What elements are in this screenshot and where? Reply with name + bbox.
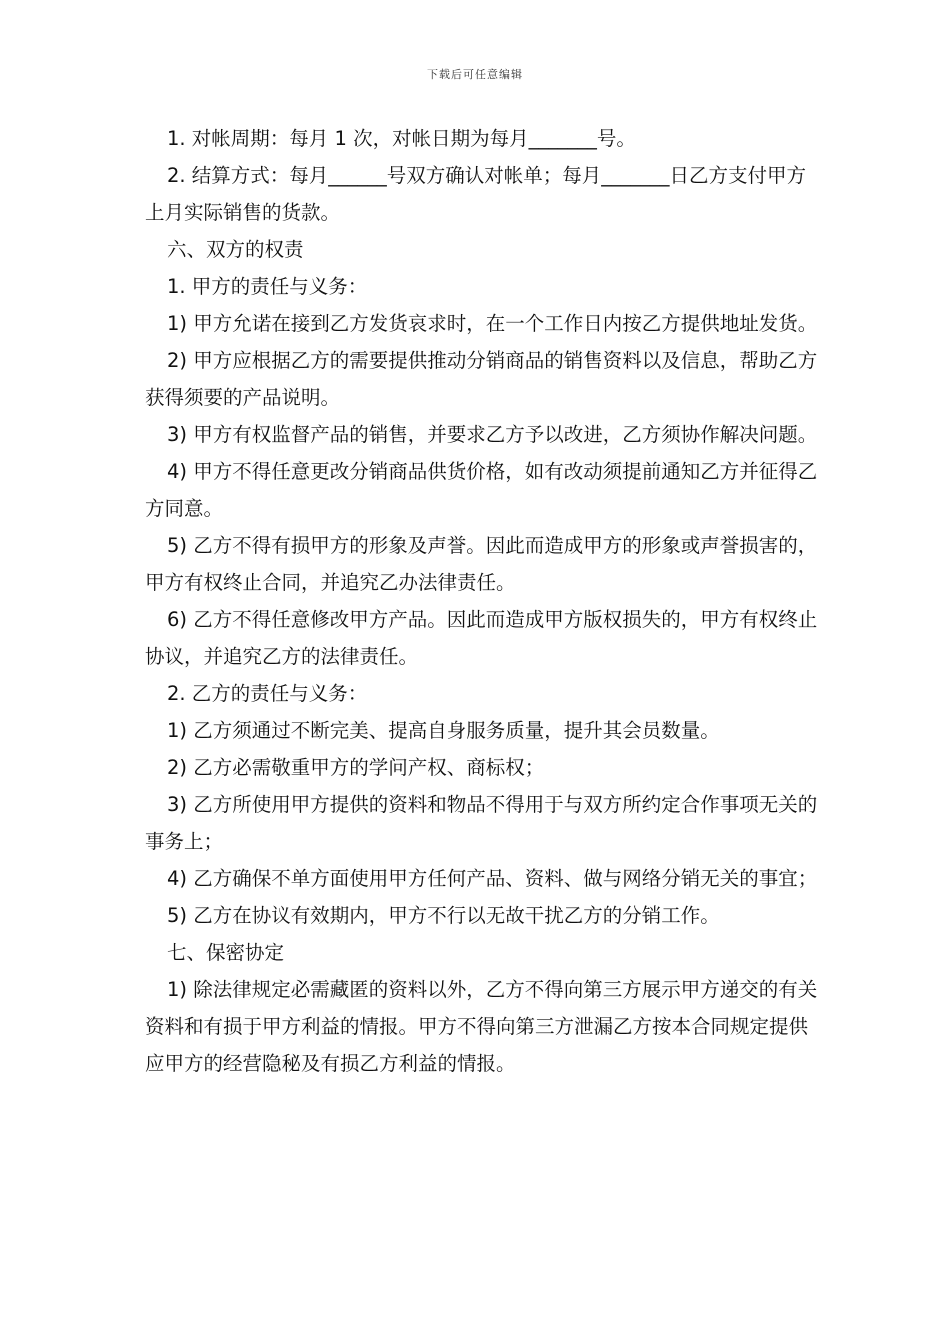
paragraph-a-4: 4) 甲方不得任意更改分销商品供货价格，如有改动须提前通知乙方并征得乙方同意。 xyxy=(145,460,818,520)
page-header: 下载后可任意编辑 xyxy=(427,68,523,81)
paragraph-a-6: 6) 乙方不得任意修改甲方产品。因此而造成甲方版权损失的，甲方有权终止协议，并追究乙方的法律责任。 xyxy=(145,608,818,668)
paragraph-a-5: 5) 乙方不得有损甲方的形象及声誉。因此而造成甲方的形象或声誉损害的，甲方有权终止合同，并追究乙办法律责任。 xyxy=(145,534,818,594)
paragraph-b-2: 2) 乙方必需敬重甲方的学问产权、商标权； xyxy=(167,756,545,779)
document-body xyxy=(145,120,825,1082)
paragraph-reconcile-period: 1. 对帐周期：每月 1 次，对帐日期为每月_______号。 xyxy=(167,127,636,150)
paragraph-b-5: 5) 乙方在协议有效期内，甲方不行以无故干扰乙方的分销工作。 xyxy=(167,904,720,927)
section-heading-rights: 六、双方的权责 xyxy=(167,238,304,261)
paragraph-b-3: 3) 乙方所使用甲方提供的资料和物品不得用于与双方所约定合作事项无关的事务上； xyxy=(145,793,818,853)
paragraph-b-4: 4) 乙方确保不单方面使用甲方任何产品、资料、做与网络分销无关的事宜； xyxy=(167,867,818,890)
paragraph-a-1: 1) 甲方允诺在接到乙方发货哀求时，在一个工作日内按乙方提供地址发货。 xyxy=(167,312,818,335)
section-heading-confidentiality: 七、保密协定 xyxy=(167,941,285,964)
subheading-party-b-duties: 2. 乙方的责任与义务： xyxy=(167,682,368,705)
paragraph-a-3: 3) 甲方有权监督产品的销售，并要求乙方予以改进，乙方须协作解决问题。 xyxy=(167,423,818,446)
paragraph-a-2: 2) 甲方应根据乙方的需要提供推动分销商品的销售资料以及信息，帮助乙方获得须要的产品说明。 xyxy=(145,349,818,409)
paragraph-confidentiality-1: 1) 除法律规定必需藏匿的资料以外，乙方不得向第三方展示甲方递交的有关资料和有损于甲方利益的情报。甲方不得向第三方泄漏乙方按本合同规定提供应甲方的经营隐秘及有损乙方利益的情报。 xyxy=(145,978,818,1075)
subheading-party-a-duties: 1. 甲方的责任与义务： xyxy=(167,275,368,298)
paragraph-settlement-method: 2. 结算方式：每月______号双方确认对帐单；每月_______日乙方支付甲方上月实际销售的货款。 xyxy=(145,164,807,224)
paragraph-b-1: 1) 乙方须通过不断完美、提高自身服务质量，提升其会员数量。 xyxy=(167,719,720,742)
